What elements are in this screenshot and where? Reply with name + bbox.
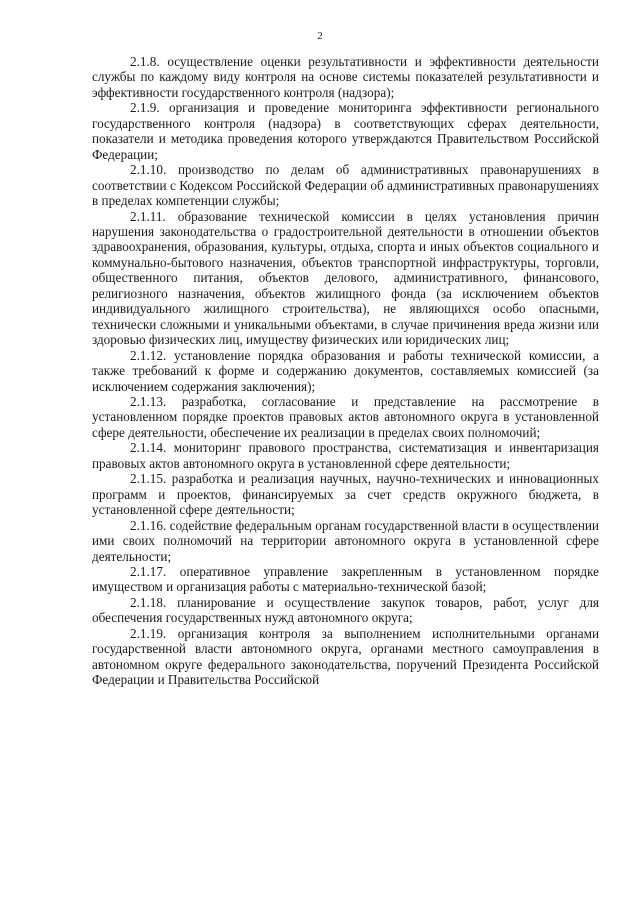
- paragraph-2-1-14: 2.1.14. мониторинг правового пространства, систематизация и инвентаризация правовых актов автономного округа в установленной сфере деятельности;: [92, 440, 599, 471]
- page-number: 2: [317, 30, 323, 42]
- paragraph-2-1-8: 2.1.8. осуществление оценки результативности и эффективности деятельности службы по каждому виду контроля на основе системы показателей результативности и эффективности государственного контроля (надзора);: [92, 54, 599, 100]
- paragraph-2-1-17: 2.1.17. оперативное управление закрепленным в установленном порядке имуществом и организация работы с материально-технической базой;: [92, 563, 599, 595]
- paragraph-2-1-9: 2.1.9. организация и проведение мониторинга эффективности регионального государственного контроля (надзора) в соответствующих сферах деятельности, показатели и методика проведения которого утверждаются Правительством Российской Федерации;: [92, 100, 599, 162]
- paragraph-2-1-18: 2.1.18. планирование и осуществление закупок товаров, работ, услуг для обеспечения государственных нужд автономного округа;: [92, 594, 599, 626]
- paragraph-2-1-10: 2.1.10. производство по делам об административных правонарушениях в соответствии с Кодексом Российской Федерации об административных правонарушениях в пределах компетенции службы;: [92, 162, 599, 209]
- paragraph-2-1-12: 2.1.12. установление порядка образования и работы технической комиссии, а также требований к форме и содержанию документов, составляемых комиссией (за исключением содержания заключения);: [92, 347, 599, 394]
- document-body: [92, 54, 599, 688]
- paragraph-2-1-11: 2.1.11. образование технической комиссии в целях установления причин нарушения законодательства о градостроительной деятельности в отношении объектов здравоохранения, образования, культуры, отдыха, спорта и иных объектов социального и коммунально-бытового назначения, объектов транспортной инфраструктуры, торговли, общественного питания, объектов делового, административного, финансового, религиозного назначения, объектов жилищного фонда (за исключением объектов индивидуального жилищного строительства), не являющихся особо опасными, технически сложными и уникальными объектами, в случае причинения вреда жизни или здоровью физических лиц, имуществу физических или юридических лиц;: [92, 208, 599, 348]
- paragraph-2-1-13: 2.1.13. разработка, согласование и представление на рассмотрение в установленном порядке проектов правовых актов автономного округа в установленной сфере деятельности, обеспечение их реализации в пределах своих полномочий;: [92, 393, 599, 440]
- paragraph-2-1-15: 2.1.15. разработка и реализация научных, научно-технических и инновационных программ и проектов, финансируемых за счет средств окружного бюджета, в установленной сфере деятельности;: [92, 471, 599, 518]
- paragraph-2-1-16: 2.1.16. содействие федеральным органам государственной власти в осуществлении ими своих полномочий на территории автономного округа в установленной сфере деятельности;: [92, 517, 599, 564]
- paragraph-2-1-19: 2.1.19. организация контроля за выполнением исполнительными органами государственной власти автономного округа, органами местного самоуправления в автономном округе федерального законодательства, поручений Президента Российской Федерации и Правительства Российской: [92, 625, 599, 688]
